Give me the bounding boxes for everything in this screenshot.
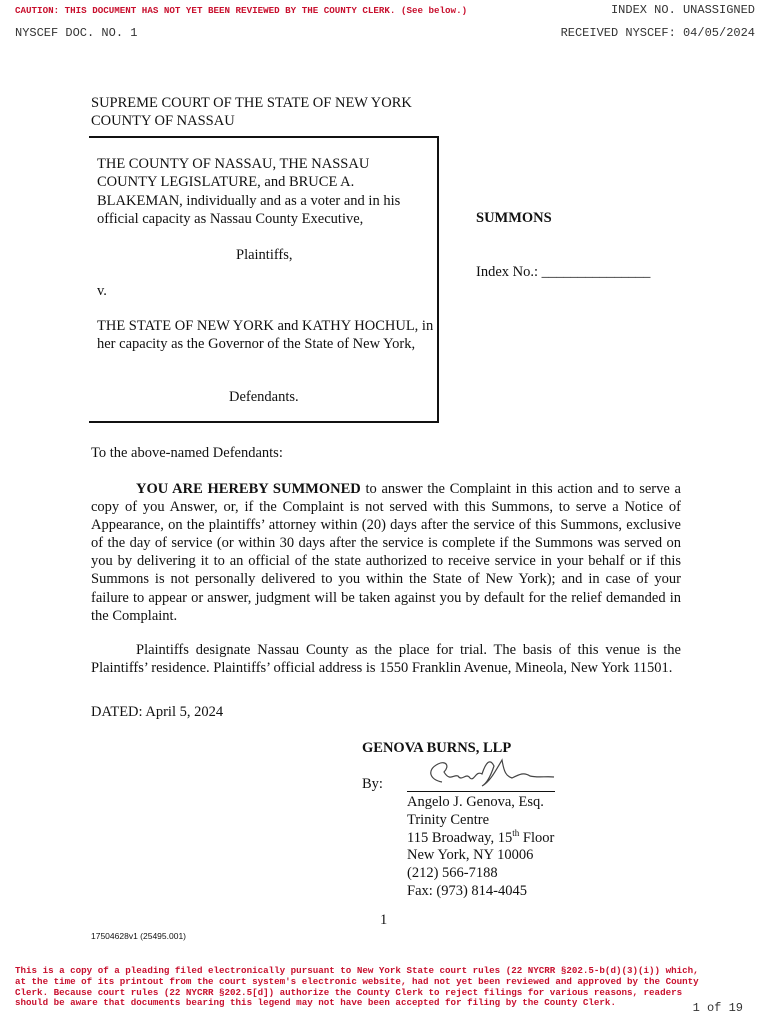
summons-title: SUMMONS [476, 210, 552, 226]
handwritten-signature [420, 752, 560, 792]
court-county: COUNTY OF NASSAU [91, 113, 235, 129]
page-number: 1 [380, 912, 388, 928]
plaintiffs-label: Plaintiffs, [236, 247, 293, 263]
fax-number: Fax: (973) 814-4045 [407, 882, 528, 899]
street-address: 115 Broadway, 15th Floor [407, 827, 555, 846]
firm-name: GENOVA BURNS, LLP [362, 740, 512, 756]
by-label: By: [362, 776, 383, 792]
phone-number: (212) 566-7188 [407, 865, 498, 882]
attorney-name: Angelo J. Genova, Esq. [407, 794, 544, 810]
versus: v. [97, 283, 107, 299]
court-name: SUPREME COURT OF THE STATE OF NEW YORK [91, 95, 412, 111]
city-state-zip: New York, NY 10006 [407, 847, 534, 864]
filing-legend: This is a copy of a pleading filed electronically pursuant to New York State court rules (22 NYCRR §202.5-b(d)(3)(i)) which, at the time of its printout from the court system's electronic website, had not yet been reviewed and approved by the County Clerk. Because court rules (22 NYCRR §202.5[d]) authorize the County Clerk to reject filings for various reasons, readers should be aware that documents bearing this legend may not have been accepted for filing by the County Clerk. [15, 965, 699, 1009]
defendants-label: Defendants. [229, 389, 299, 405]
caution-banner: CAUTION: THIS DOCUMENT HAS NOT YET BEEN REVIEWED BY THE COUNTY CLERK. (See below.) [15, 5, 468, 16]
index-no-field: Index No.: _______________ [476, 264, 651, 280]
attorney-contact-block [407, 794, 554, 901]
court-heading [91, 94, 412, 130]
index-number: INDEX NO. UNASSIGNED [610, 3, 755, 17]
plaintiffs-names: THE COUNTY OF NASSAU, THE NASSAU COUNTY LEGISLATURE, and BRUCE A. BLAKEMAN, individually and as a voter and in his official capacity as Nassau County Executive, [97, 156, 401, 227]
dated-line: DATED: April 5, 2024 [91, 704, 224, 720]
nyscef-doc-number: NYSCEF DOC. NO. 1 [15, 26, 138, 40]
venue-paragraph: Plaintiffs designate Nassau County as the place for trial. The basis of this venue is the Plaintiffs’ residence. Plaintiffs’ official address is 1550 Franklin Avenue, Mineola, New York 11501. [91, 642, 681, 677]
page-of-count: 1 of 19 [692, 1001, 743, 1015]
summons-paragraph [91, 480, 681, 625]
summons-emphasis: YOU ARE HEREBY SUMMONED [136, 481, 361, 497]
received-date: RECEIVED NYSCEF: 04/05/2024 [560, 26, 755, 40]
summons-text: to answer the Complaint in this action and to serve a copy of you Answer, or, if the Complaint is not served with this Summons, to serve a Notice of Appearance, on the plaintiffs’ attorney within (20) days after the service of this Summons, exclusive of the day of service (or within 30 days after the service is complete if the Summons was served on you by delivering it to an official of the state authorized to receive service in your behalf or if this Summons is not personally delivered to you within the State of New York); and in case of your failure to appear or answer, judgment will be taken against you by default for the relief demanded in the Complaint. [91, 481, 681, 624]
defendants-names: THE STATE OF NEW YORK and KATHY HOCHUL, in her capacity as the Governor of the State of New York, [97, 318, 434, 353]
document-id: 17504628v1 (25495.001) [91, 931, 186, 941]
salutation: To the above-named Defendants: [91, 445, 283, 461]
signature-line [407, 791, 555, 792]
building-name: Trinity Centre [407, 811, 490, 828]
